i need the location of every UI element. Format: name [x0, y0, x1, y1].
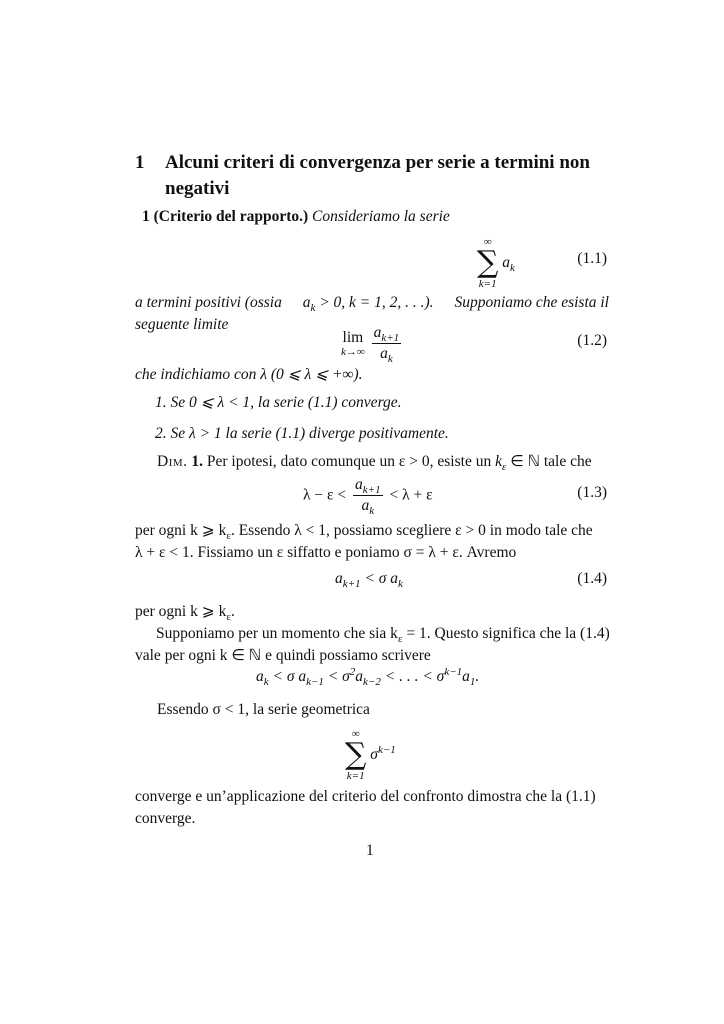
list-marker: 2. — [155, 425, 167, 442]
proof-item: 1. — [191, 453, 204, 470]
equation-1-2 — [135, 324, 607, 364]
equation-1-1 — [135, 236, 607, 288]
paragraph-line: seguente limite — [135, 316, 229, 333]
paragraph-lambda: che indichiamo con λ (0 ⩽ λ ⩽ +∞). — [135, 366, 363, 383]
paragraph-line: Supponiamo per un momento che sia $k_\varepsilon = 1$. Questo significa che la (1.4) — [156, 625, 610, 646]
section-title-line1: Alcuni criteri di convergenza per serie a termini non — [165, 152, 590, 173]
list-item — [155, 392, 402, 414]
equation-geometric-series — [345, 728, 396, 782]
equation-number: (1.4) — [577, 570, 607, 587]
sum-term: $\sigma^{k-1}$ — [370, 743, 396, 763]
page-number: 1 — [366, 842, 374, 859]
proof-text: Per ipotesi, dato comunque un ε > 0, esiste un — [206, 453, 492, 470]
limit-operator: lim k→∞ — [341, 328, 365, 358]
k-epsilon: $k_\varepsilon$ — [495, 453, 507, 474]
sigma-inequality: $a_{k+1} < \sigma$ $a_k$ — [335, 570, 403, 591]
equation-1-3 — [135, 476, 607, 516]
section-title — [135, 150, 615, 176]
equation-number: (1.3) — [577, 484, 607, 501]
list-marker: 1. — [155, 394, 167, 411]
paragraph-conclusion — [135, 786, 609, 830]
summation-symbol: ∞ ∑ k=1 — [345, 728, 367, 782]
paragraph-suppose — [135, 601, 609, 667]
section-heading — [135, 150, 615, 202]
list-text: Se 0 ⩽ λ < 1, la serie (1.1) converge. — [170, 394, 402, 411]
paragraph-line: per ogni k ⩾ $k_\varepsilon$. Essendo λ < 1, possiamo scegliere ε > 0 in modo tale che — [135, 522, 593, 543]
summation-symbol: ∞ ∑ k=1 — [477, 236, 499, 290]
sum-lower-limit: k=1 — [346, 770, 365, 782]
paragraph-line: λ + ε < 1. Fissiamo un ε siffatto e poniamo σ = λ + ε. Avremo — [135, 544, 517, 561]
section-title-cont — [135, 176, 615, 202]
paragraph-line: vale per ogni k ∈ ℕ e quindi possiamo scrivere — [135, 647, 431, 664]
sum-upper-limit: ∞ — [483, 236, 492, 248]
section-number: 1 — [135, 152, 145, 173]
section-title-line2: negativi — [165, 178, 230, 199]
ratio-fraction: $\frac{a_{k+1}}{a_k}$ — [355, 476, 381, 518]
paragraph-line: per ogni k ⩾ $k_\varepsilon$. — [135, 603, 235, 624]
list-item — [155, 423, 449, 445]
equation-1-4 — [135, 570, 607, 594]
theorem-label: 1 (Criterio del rapporto.) — [142, 208, 309, 225]
equation-number: (1.2) — [577, 332, 607, 349]
sum-upper-limit: ∞ — [351, 728, 360, 740]
theorem-intro: Consideriamo la serie — [312, 208, 450, 225]
equation-number: (1.1) — [577, 250, 607, 267]
paragraph-geometric: Essendo σ < 1, la serie geometrica — [157, 701, 370, 718]
proof-label: Dim. — [157, 453, 188, 470]
proof-text-end: ∈ ℕ tale che — [510, 453, 592, 470]
proof-start — [157, 451, 592, 473]
sum-lower-limit: k=1 — [478, 278, 497, 290]
limit-expression — [341, 324, 404, 366]
theorem-header — [142, 206, 450, 228]
paragraph-line: converge e un’applicazione del criterio del confronto dimostra che la (1.1) — [135, 788, 596, 805]
ratio-fraction: $\frac{a_{k+1}}{a_k}$ — [373, 324, 400, 366]
sum-expression — [477, 236, 515, 290]
paragraph-choose-epsilon — [135, 520, 609, 564]
list-text: Se λ > 1 la serie (1.1) diverge positivamente. — [170, 425, 449, 442]
paragraph-line: a termini positivi (ossia $a_k > 0$, k = 1, 2, . . .). Supponiamo che esista il — [135, 294, 609, 315]
inequality-expression: λ − ε < $\frac{a_{k+1}}{a_k}$ < λ + ε — [303, 476, 433, 518]
sum-term: $a_k$ — [502, 254, 515, 275]
equation-chain: $a_k < \sigma$ $a_{k-1} < \sigma^2a_{k-2}$ < . . . < $\sigma^{k-1}a_1$. — [256, 665, 480, 689]
paragraph-line: converge. — [135, 810, 196, 827]
